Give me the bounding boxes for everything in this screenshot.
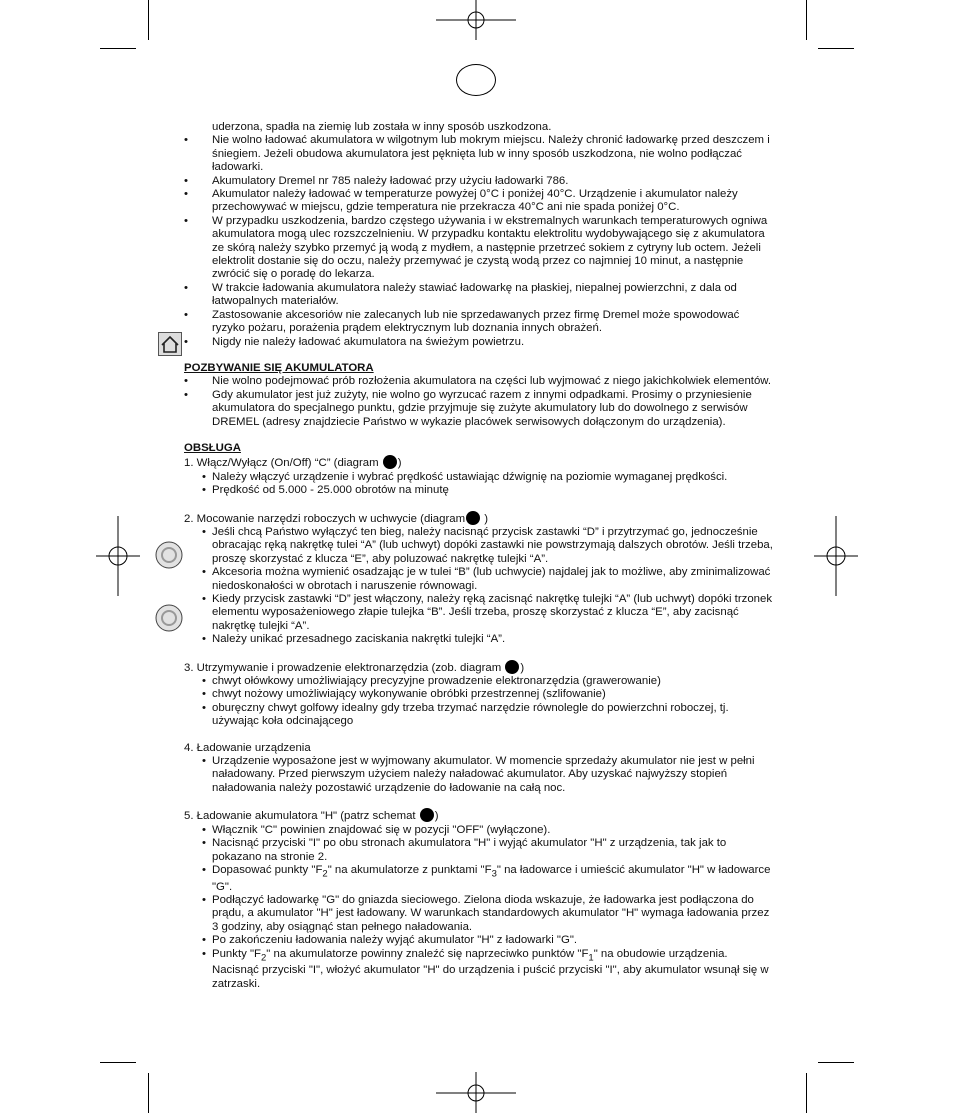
list-item: • Dopasować punkty "$F_2$" na akumulatorze z punktami "$F_3$" na ładowarce i umieścić akumulator "H" w ładowarce "G". [202, 863, 771, 893]
list-item: • Należy włączyć urządzenie i wybrać prędkość ustawiając dźwignię na poziomie wymaganej prędkości. [202, 470, 728, 483]
list-item: • Po zakończeniu ładowania należy wyjąć akumulator "H" z ładowarki "G". [202, 934, 578, 947]
numbered-heading: 5. Ładowanie akumulatora "H" (patrz schemat ) [184, 810, 439, 823]
circle-icon [155, 604, 183, 632]
crop-mark [818, 1062, 854, 1063]
diagram-ref-icon [420, 808, 434, 822]
list-item: • Nie wolno podejmować prób rozłożenia akumulatora na części lub wyjmować z niego jakichkolwiek elementów. [184, 375, 772, 388]
crop-mark [148, 1073, 149, 1113]
crop-mark [100, 48, 136, 49]
continuation-text: uderzona, spadła na ziemię lub została w inny sposób uszkodzona. [212, 121, 552, 133]
list-item: • Należy unikać przesadnego zaciskania nakrętki tulejki “A”. [202, 633, 506, 646]
list-item: • Włącznik "C" powinien znajdować się w pozycji "OFF" (wyłączone). [202, 823, 551, 836]
list-item: • chwyt ołówkowy umożliwiający precyzyjne prowadzenie elektronarzędzia (grawerowanie) [202, 675, 661, 688]
numbered-heading: 4. Ładowanie urządzenia [184, 741, 311, 754]
registration-mark-bottom [436, 1072, 516, 1113]
crop-mark [818, 48, 854, 49]
list-item: • Akumulatory Dremel nr 785 należy ładować przy użyciu ładowarki 786. [184, 174, 569, 187]
list-item: • chwyt nożowy umożliwiający wykonywanie obróbki przestrzennej (szlifowanie) [202, 688, 606, 701]
numbered-heading: 1. Włącz/Wyłącz (On/Off) “C” (diagram ) [184, 457, 402, 470]
list-item: • Prędkość od 5.000 - 25.000 obrotów na minutę [202, 484, 449, 497]
list-item: • Zastosowanie akcesoriów nie zalecanych lub nie sprzedawanych przez firmę Dremel może spowodować ryzyko pożaru, porażenia prądem elektrycznym lub doznania innych obrażeń. [184, 308, 740, 335]
list-item: • Akcesoria można wymienić osadzając je w tulei “B” (lub uchwycie) najdalej jak to możliwe, aby zminimalizować niedoskonałości w obrotach i naruszenie równowagi. [202, 566, 771, 592]
list-item: • W przypadku uszkodzenia, bardzo częstego używania i w ekstremalnych warunkach temperaturowych ogniwa akumulatora mogą ulec rozszczelnieniu. W przypadku kontaktu elektrolitu wydobywającego się z akumulatora ze skórą należy szybko przemyć ją wodą z mydłem, a następnie przetrzeć sokiem z cytryny lub octem. Jeżeli elektrolit dostanie się do oczu, należy przemywać je czystą wodą przez co najmniej 10 minut, a następnie zwrócić się o poradę do lekarza. [184, 214, 768, 281]
registration-mark-right [814, 516, 858, 596]
section-title-operation: OBSŁUGA [184, 441, 241, 454]
diagram-ref-icon [505, 660, 519, 674]
section-title-disposal: POZBYWANIE SIĘ AKUMULATORA [184, 361, 374, 374]
diagram-ref-icon [466, 511, 480, 525]
list-item: • Nie wolno ładować akumulatora w wilgotnym lub mokrym miejscu. Należy chronić ładowarkę przed deszczem i śniegiem. Jeżeli obudowa akumulatora jest pęknięta lub w inny sposób uszkodzona, nie wolno podłączać ładowarki. [184, 134, 770, 174]
numbered-heading: 2. Mocowanie narzędzi roboczych w uchwycie (diagram ) [184, 512, 489, 525]
list-item: • Jeśli chcą Państwo wyłączyć ten bieg, należy nacisnąć przycisk zastawki “D” i przytrzymać go, jednocześnie obracając ręką nakrętkę tulei “A” (lub uchwyt) dopóki zastawki nie powstrzymają dalszych obrotów. Jeśli trzeba, proszę skorzystać z klucza “E”, aby poluzować nakrętkę tulejki “A”. [202, 525, 773, 565]
list-item: • Kiedy przycisk zastawki “D” jest włączony, należy ręką zacisnąć nakrętkę tulejki “A” (lub uchwyt) dopóki trzonek elementu wyposażeniowego złapie tulejka “B”. Jeśli trzeba, proszę skorzystać z klucza “E”, aby zacisnąć nakrętkę tulejki “A”. [202, 593, 773, 632]
diagram-ref-icon [383, 455, 397, 469]
list-item: • W trakcie ładowania akumulatora należy stawiać ładowarkę na płaskiej, niepalnej powierzchni, z dala od łatwopalnych materiałów. [184, 281, 737, 308]
page-content [184, 121, 774, 991]
crop-mark [806, 1073, 807, 1113]
crop-mark [148, 0, 149, 40]
circle-icon [155, 541, 183, 569]
crop-mark [100, 1062, 136, 1063]
list-item: • Gdy akumulator jest już zużyty, nie wolno go wyrzucać razem z innymi odpadkami. Prosimy o przyniesienie akumulatora do specjalnego punktu, gdzie przyjmuje się zużyte akumulatory lub do dowolnego z serwisów DREMEL (adresy znajdziecie Państwo w wykazie placówek serwisowych dołączonym do urządzenia). [184, 388, 752, 428]
list-item: • Akumulator należy ładować w temperaturze powyżej 0°C i poniżej 40°C. Urządzenie i akumulator należy przechowywać w miejscu, gdzie temperatura nie przekracza 40°C ani nie spada poniżej 0°C. [184, 188, 738, 214]
list-item: • Nacisnąć przyciski "I" po obu stronach akumulatora "H" i wyjąć akumulator "H" z urządzenia, tak jak to pokazano na stronie 2. [202, 837, 727, 863]
numbered-heading: 3. Utrzymywanie i prowadzenie elektronarzędzia (zob. diagram ) [184, 661, 525, 674]
list-item: • Punkty "$F_2$" na akumulatorze powinny znaleźć się naprzeciwko punktów "$F_1$" na obudowie urządzenia. Nacisnąć przyciski "I", włożyć akumulator "H" do urządzenia i puścić przyciski "I", aby akumulator wsunął się w zatrzaski. [202, 947, 769, 990]
home-icon [158, 332, 182, 356]
list-item: • Urządzenie wyposażone jest w wyjmowany akumulator. W momencie sprzedaży akumulator nie jest w pełni naładowany. Przed pierwszym użyciem należy naładować akumulator. Aby uzyskać najwyższy stopień naładowania należy pozostawić urządzenie do ładowanie na całą noc. [202, 755, 755, 794]
registration-mark-left [96, 516, 140, 596]
registration-mark-top [436, 0, 516, 40]
list-item: • Podłączyć ładowarkę "G" do gniazda sieciowego. Zielona dioda wskazuje, że ładowarka jest podłączona do prądu, a akumulator "H" jest ładowany. W warunkach standardowych akumulator "H" wymaga ładowania przez 3 godziny, aby osiągnąć stan pełnego naładowania. [202, 894, 770, 933]
list-item: • Nigdy nie należy ładować akumulatora na świeżym powietrzu. [184, 335, 525, 348]
language-badge-oval [456, 64, 496, 96]
crop-mark [806, 0, 807, 40]
list-item: • oburęczny chwyt golfowy idealny gdy trzeba trzymać narzędzie równolegle do powierzchni roboczej, tj. używając koła odcinającego [202, 701, 729, 728]
